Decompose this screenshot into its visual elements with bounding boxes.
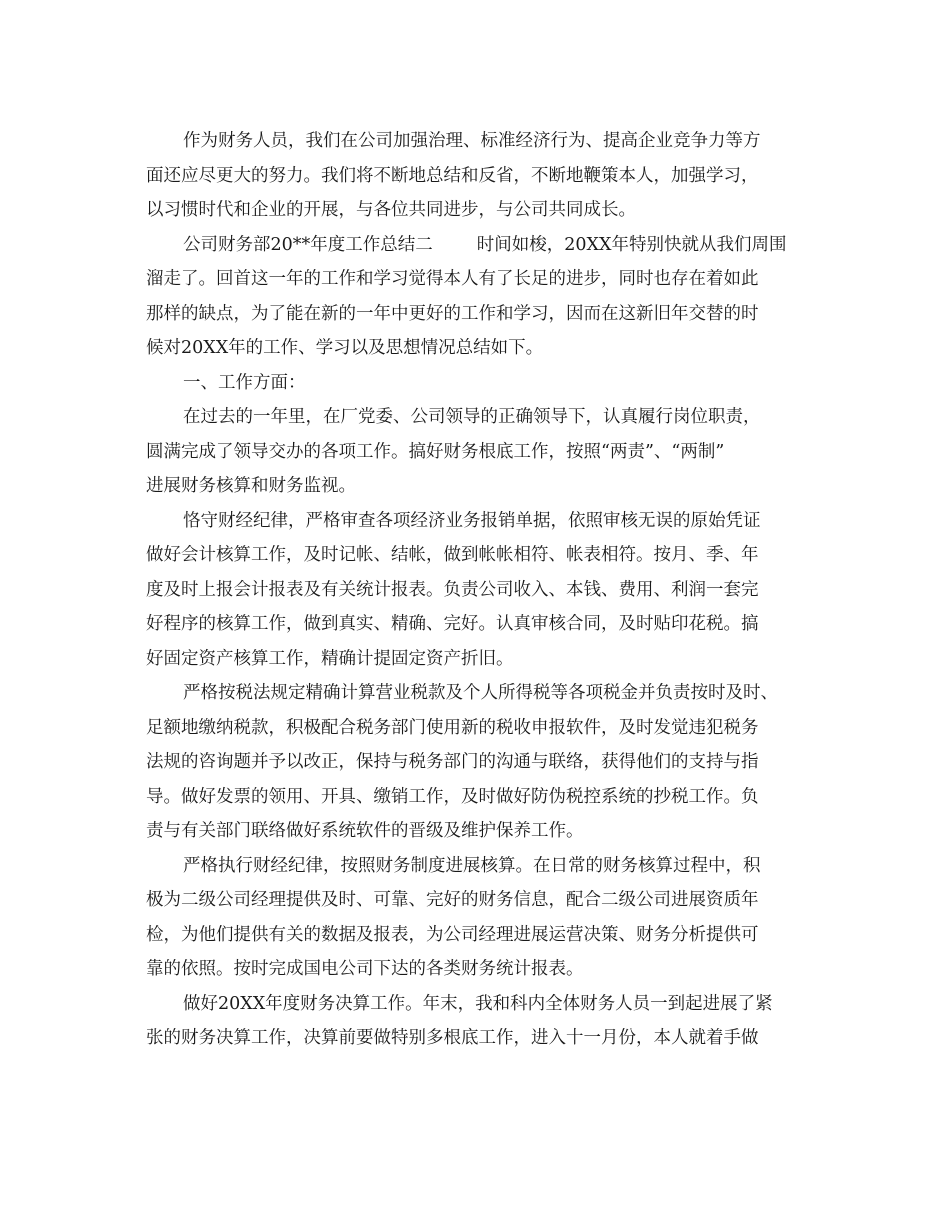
paragraph-accounting-system (146, 849, 806, 987)
text-line: 导。做好发票的领用、开具、缴销工作，及时做好防伪税控系统的抄税工作。负 (146, 786, 759, 807)
text-line: 进展财务核算和财务监视。 (146, 476, 356, 496)
text-line: 面还应尽更大的努力。我们将不断地总结和反省，不断地鞭策本人，加强学习， (146, 165, 759, 186)
text-line: 严格执行财经纪律，按照财务制度进展核算。在日常的财务核算过程中，积 (183, 855, 761, 876)
text-line: 好程序的核算工作，做到真实、精确、完好。认真审核合同，及时贴印花税。搞 (146, 614, 759, 634)
text-line: 候对20XX年的工作、学习以及思想情况总结如下。 (146, 338, 544, 358)
paragraph-finance-staff (146, 124, 806, 228)
text-line: 检，为他们提供有关的数据及报表，为公司经理进展运营决策、财务分析提供可 (146, 924, 759, 945)
text-line: 以习惯时代和企业的开展，与各位共同进步，与公司共同成长。 (146, 200, 636, 220)
section-heading: 公司财务部20**年度工作总结二 (183, 234, 433, 255)
text-line-rest: 时间如梭，20XX年特别快就从我们周围 (476, 234, 787, 255)
text-line: 溜走了。回首这一年的工作和学习觉得本人有了长足的进步，同时也存在着如此 (146, 269, 759, 289)
paragraph-tax (146, 676, 806, 849)
text-line: 法规的咨询题并予以改正，保持与税务部门的沟通与联络，获得他们的支持与指 (146, 752, 759, 772)
text-line: 度及时上报会计报表及有关统计报表。负责公司收入、本钱、费用、利润一套完 (146, 579, 759, 600)
paragraph-year-end-settlement (146, 987, 806, 1056)
text-line: 足额地缴纳税款，积极配合税务部门使用新的税收申报软件，及时发觉违犯税务 (146, 717, 759, 738)
text-line: 圆满完成了领导交办的各项工作。搞好财务根底工作，按照“两责”、“两制” (146, 441, 725, 462)
document-body (146, 124, 806, 1056)
text-line: 好固定资产核算工作，精确计提固定资产折旧。 (146, 648, 514, 669)
text-line: 责与有关部门联络做好系统软件的晋级及维护保养工作。 (146, 821, 584, 841)
paragraph-past-year (146, 400, 806, 504)
text-line: 那样的缺点，为了能在新的一年中更好的工作和学习，因而在这新旧年交替的时 (146, 303, 759, 324)
text-line: 做好20XX年度财务决算工作。年末，我和科内全体财务人员一到起进展了紧 (183, 993, 773, 1014)
text-line: 张的财务决算工作，决算前要做特别多根底工作，进入十一月份，本人就着手做 (146, 1028, 759, 1048)
text-line: 做好会计核算工作，及时记帐、结帐，做到帐帐相符、帐表相符。按月、季、年 (146, 545, 759, 565)
text-line: 靠的依照。按时完成国电公司下达的各类财务统计报表。 (146, 959, 584, 979)
text-line: 恪守财经纪律，严格审查各项经济业务报销单据，依照审核无误的原始凭证 (183, 510, 761, 531)
text-line: 极为二级公司经理提供及时、可靠、完好的财务信息，配合二级公司进展资质年 (146, 890, 759, 910)
text-line: 作为财务人员，我们在公司加强治理、标准经济行为、提高企业竞争力等方 (183, 131, 761, 151)
text-line: 严格按税法规定精确计算营业税款及个人所得税等各项税金并负责按时及时、 (183, 683, 778, 703)
text-line (146, 228, 806, 263)
paragraph-summary-two (146, 228, 806, 366)
paragraph-financial-discipline (146, 504, 806, 677)
text-line: 在过去的一年里，在厂党委、公司领导的正确领导下，认真履行岗位职责， (183, 407, 761, 427)
text-line: 一、工作方面： (183, 372, 306, 393)
section-title-work (146, 366, 806, 401)
